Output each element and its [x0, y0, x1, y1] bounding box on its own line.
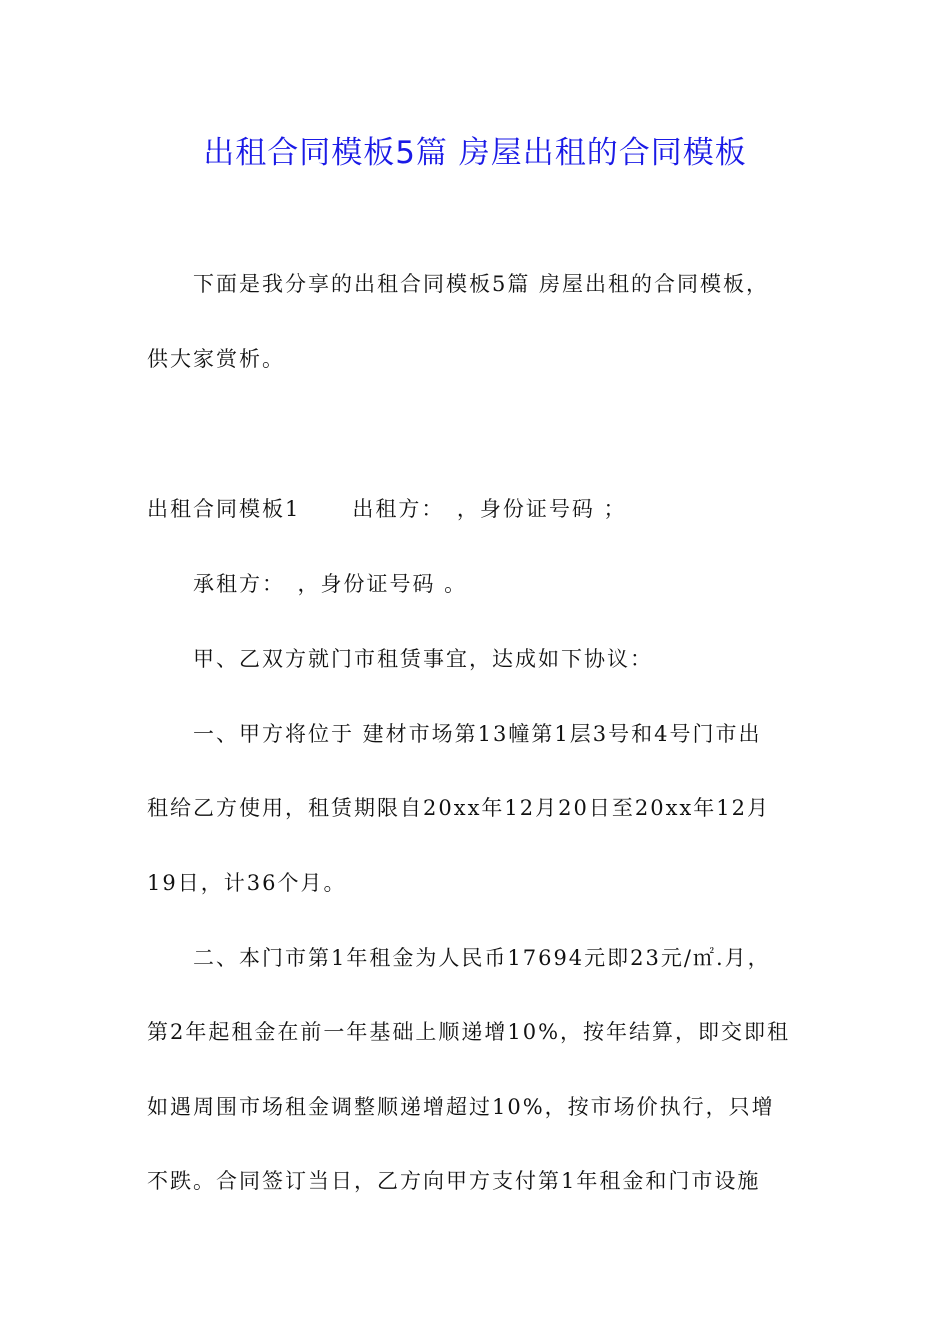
clause-2-line-4: 不跌。合同签订当日，乙方向甲方支付第1年租金和门市设施	[147, 1169, 761, 1193]
intro-line-1: 下面是我分享的出租合同模板5篇 房屋出租的合同模板，	[193, 272, 770, 296]
section-heading: 出租合同模板1	[147, 497, 301, 521]
clause-1-line-1: 一、甲方将位于 建材市场第13幢第1层3号和4号门市出	[193, 722, 762, 746]
clause-2-line-1: 二、本门市第1年租金为人民币17694元即23元/㎡.月，	[193, 946, 771, 970]
clause-2-line-2: 第2年起租金在前一年基础上顺递增10%，按年结算，即交即租	[147, 1020, 791, 1044]
clause-1-line-2: 租给乙方使用，租赁期限自20xx年12月20日至20xx年12月	[147, 796, 770, 820]
clause-2-line-3: 如遇周围市场租金调整顺递增超过10%，按市场价执行，只增	[147, 1095, 775, 1119]
agreement-intro: 甲、乙双方就门市租赁事宜，达成如下协议：	[193, 647, 653, 671]
lessor-line: 出租方： ，身份证号码 ；	[352, 497, 627, 521]
section-heading-row	[147, 493, 827, 525]
lessee-line: 承租方： ，身份证号码 。	[193, 572, 468, 596]
document-title: 出租合同模板5篇 房屋出租的合同模板	[203, 135, 747, 171]
clause-1-line-3: 19日，计36个月。	[147, 871, 347, 895]
intro-line-2: 供大家赏析。	[147, 347, 285, 371]
